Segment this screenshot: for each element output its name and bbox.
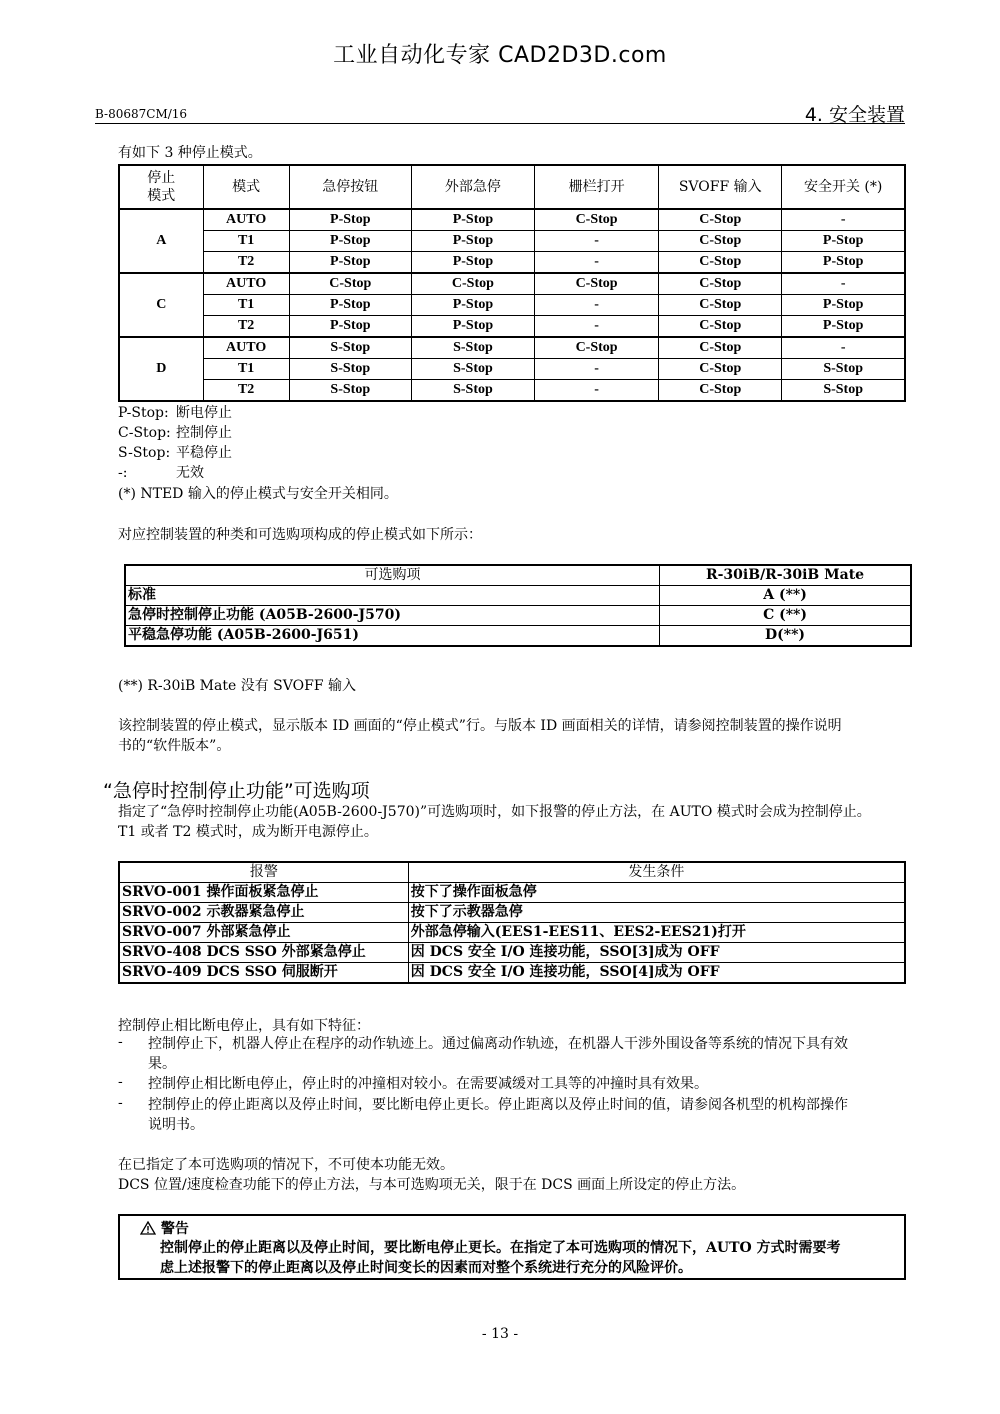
stop-table-header: [119, 165, 905, 209]
doc-code: B-80687CM/16: [95, 107, 188, 121]
option-name: 平稳急停功能 (A05B-2600-J651): [125, 626, 660, 647]
stop-table-row: [119, 316, 905, 338]
stop-table-cell: -: [535, 252, 659, 274]
stop-table-row: [119, 273, 905, 295]
stop-table-cell: P-Stop: [289, 209, 411, 231]
stop-header-cell: 安全开关 (*): [782, 165, 905, 209]
stop-table-cell: C-Stop: [535, 337, 659, 359]
stop-table-cell: T2: [203, 252, 289, 274]
warning-line-1: 控制停止的停止距离以及停止时间，要比断电停止更长。在指定了本可选购项的情况下，AUTO 方式时需要考: [160, 1240, 841, 1256]
alarm-header-alarm: 报警: [119, 862, 408, 883]
stop-table-cell: T1: [203, 231, 289, 252]
section-line-1: 指定了“急停时控制停止功能(A05B-2600-J570)”可选购项时，如下报警的停止方法，在 AUTO 模式时会成为控制停止。: [118, 804, 871, 820]
stop-table-cell: -: [782, 209, 905, 231]
stop-table-cell: S-Stop: [289, 337, 411, 359]
stop-table-cell: T1: [203, 359, 289, 380]
legend-row: [118, 443, 232, 463]
stop-table-cell: P-Stop: [289, 252, 411, 274]
feature-line: 说明书。: [148, 1117, 204, 1133]
option-stop-mode: C (**): [660, 606, 911, 626]
alarm-condition: 按下了操作面板急停: [408, 883, 905, 903]
note-line-1: 在已指定了本可选购项的情况下，不可使本功能无效。: [118, 1157, 454, 1173]
alarm-row: [119, 883, 905, 903]
version-line-2: 书的“软件版本”。: [118, 738, 231, 754]
bullet-dash: -: [118, 1095, 123, 1111]
stop-table-cell: C-Stop: [411, 273, 534, 295]
options-note: (**) R-30iB Mate 没有 SVOFF 输入: [118, 678, 356, 694]
warning-triangle-icon: [140, 1221, 156, 1235]
alarm-row: [119, 963, 905, 984]
version-paragraph: [118, 716, 908, 756]
options-row: [125, 586, 911, 606]
stop-mode-cell: D: [119, 337, 203, 401]
legend-row: [118, 423, 232, 443]
legend-value: 控制停止: [176, 425, 232, 441]
stop-table-cell: -: [535, 231, 659, 252]
alarm-row: [119, 923, 905, 943]
stop-table-cell: S-Stop: [411, 380, 534, 402]
stop-table-cell: P-Stop: [782, 252, 905, 274]
feature-text: [148, 1074, 908, 1094]
feature-line: 控制停止相比断电停止，停止时的冲撞相对较小。在需要减缓对工具等的冲撞时具有效果。: [148, 1076, 708, 1092]
stop-table-cell: P-Stop: [289, 295, 411, 316]
feature-text: [148, 1095, 908, 1135]
option-name: 急停时控制停止功能 (A05B-2600-J570): [125, 606, 660, 626]
stop-table-cell: C-Stop: [659, 380, 782, 402]
stop-table-cell: S-Stop: [289, 359, 411, 380]
alarm-header-condition: 发生条件: [408, 862, 905, 883]
stop-table-cell: -: [535, 316, 659, 338]
legend-value: 断电停止: [176, 405, 232, 421]
legend-key: C-Stop:: [118, 425, 171, 441]
features-intro: 控制停止相比断电停止，具有如下特征：: [118, 1018, 370, 1034]
alarm-name: SRVO-007 外部紧急停止: [119, 923, 408, 943]
options-table: [124, 564, 912, 647]
stop-table-cell: P-Stop: [289, 231, 411, 252]
stop-mode-cell: C: [119, 273, 203, 337]
stop-table-cell: S-Stop: [782, 380, 905, 402]
stop-table-cell: T2: [203, 380, 289, 402]
options-row: [125, 606, 911, 626]
stop-mode-table: [118, 164, 906, 402]
version-line-1: 该控制装置的停止模式，显示版本 ID 画面的“停止模式”行。与版本 ID 画面相关的详情，请参阅控制装置的操作说明: [118, 718, 842, 734]
stop-header-cell: SVOFF 输入: [659, 165, 782, 209]
stop-table-cell: -: [782, 337, 905, 359]
alarm-name: SRVO-409 DCS SSO 伺服断开: [119, 963, 408, 984]
stop-table-cell: P-Stop: [411, 295, 534, 316]
stop-table-cell: P-Stop: [289, 316, 411, 338]
note-paragraph: [118, 1155, 908, 1195]
stop-table-cell: C-Stop: [659, 359, 782, 380]
legend-key: P-Stop:: [118, 405, 169, 421]
stop-table-row: [119, 359, 905, 380]
alarm-name: SRVO-408 DCS SSO 外部紧急停止: [119, 943, 408, 963]
stop-table-cell: -: [535, 380, 659, 402]
stop-table-cell: AUTO: [203, 209, 289, 231]
alarm-condition: 因 DCS 安全 I/O 连接功能，SSO[4]成为 OFF: [408, 963, 905, 984]
warning-title: [140, 1218, 189, 1238]
alarm-condition: 按下了示教器急停: [408, 903, 905, 923]
alarm-name: SRVO-002 示教器紧急停止: [119, 903, 408, 923]
stop-table-cell: AUTO: [203, 273, 289, 295]
stop-table-cell: P-Stop: [411, 231, 534, 252]
feature-line: 控制停止的停止距离以及停止时间，要比断电停止更长。停止距离以及停止时间的值，请参阅各机型的机构部操作: [148, 1097, 848, 1113]
alarm-condition: 因 DCS 安全 I/O 连接功能，SSO[3]成为 OFF: [408, 943, 905, 963]
intro-text: 有如下 3 种停止模式。: [118, 145, 262, 161]
legend-key: -:: [118, 465, 128, 481]
stop-table-row: [119, 295, 905, 316]
warning-text: [160, 1238, 895, 1278]
stop-table-cell: S-Stop: [289, 380, 411, 402]
stop-table-cell: P-Stop: [782, 231, 905, 252]
section-paragraph: [118, 802, 913, 842]
stop-header-cell: 栅栏打开: [535, 165, 659, 209]
note-line-2: DCS 位置/速度检查功能下的停止方法，与本可选购项无关，限于在 DCS 画面上所设定的停止方法。: [118, 1177, 746, 1193]
legend-value: 无效: [176, 465, 204, 481]
header-rule: [95, 123, 905, 124]
options-header-controller: R-30iB/R-30iB Mate: [660, 565, 911, 586]
site-title: 工业自动化专家 CAD2D3D.com: [333, 43, 667, 68]
alarm-condition: 外部急停输入(EES1-EES11、EES2-EES21)打开: [408, 923, 905, 943]
stop-table-cell: C-Stop: [659, 231, 782, 252]
stop-table-cell: C-Stop: [535, 273, 659, 295]
stop-table-cell: T2: [203, 316, 289, 338]
stop-table-cell: C-Stop: [535, 209, 659, 231]
stop-table-cell: P-Stop: [411, 316, 534, 338]
stop-table-cell: C-Stop: [659, 252, 782, 274]
stop-table-row: [119, 337, 905, 359]
stop-table-cell: P-Stop: [782, 316, 905, 338]
options-row: [125, 626, 911, 647]
stop-table-cell: -: [782, 273, 905, 295]
section-title: “急停时控制停止功能”可选购项: [103, 780, 370, 802]
stop-table-row: [119, 209, 905, 231]
stop-table-cell: P-Stop: [411, 252, 534, 274]
stop-table-row: [119, 252, 905, 274]
stop-table-cell: C-Stop: [289, 273, 411, 295]
legend-key: S-Stop:: [118, 445, 171, 461]
options-intro: 对应控制装置的种类和可选购项构成的停止模式如下所示：: [118, 527, 482, 543]
bullet-dash: -: [118, 1074, 123, 1090]
alarm-row: [119, 943, 905, 963]
options-header-option: 可选购项: [125, 565, 660, 586]
stop-table-cell: S-Stop: [411, 359, 534, 380]
stop-table-row: [119, 231, 905, 252]
option-stop-mode: A (**): [660, 586, 911, 606]
option-name: 标准: [125, 586, 660, 606]
stop-header-cell: 外部急停: [411, 165, 534, 209]
warning-title-text: 警告: [160, 1221, 189, 1237]
stop-table-cell: C-Stop: [659, 316, 782, 338]
alarm-row: [119, 903, 905, 923]
stop-table-cell: T1: [203, 295, 289, 316]
legend-row: [118, 463, 204, 483]
stop-header-cell: 急停按钮: [289, 165, 411, 209]
feature-line: 控制停止下，机器人停止在程序的动作轨迹上。通过偏离动作轨迹，在机器人干涉外围设备等系统的情况下具有效: [148, 1036, 848, 1052]
warning-line-2: 虑上述报警下的停止距离以及停止时间变长的因素而对整个系统进行充分的风险评价。: [160, 1260, 692, 1276]
stop-table-cell: S-Stop: [782, 359, 905, 380]
feature-line: 果。: [148, 1056, 176, 1072]
stop-table-cell: -: [535, 359, 659, 380]
page-number: - 13 -: [481, 1326, 519, 1342]
stop-table-cell: C-Stop: [659, 295, 782, 316]
legend-value: 平稳停止: [176, 445, 232, 461]
stop-table-cell: P-Stop: [782, 295, 905, 316]
stop-table-cell: C-Stop: [659, 209, 782, 231]
stop-table-cell: AUTO: [203, 337, 289, 359]
stop-table-row: [119, 380, 905, 402]
legend-note: (*) NTED 输入的停止模式与安全开关相同。: [118, 486, 398, 502]
legend-row: [118, 403, 232, 423]
option-stop-mode: D(**): [660, 626, 911, 647]
stop-table-cell: C-Stop: [659, 273, 782, 295]
stop-table-cell: C-Stop: [659, 337, 782, 359]
stop-mode-cell: A: [119, 209, 203, 273]
bullet-dash: -: [118, 1034, 123, 1050]
stop-header-cell: 模式: [203, 165, 289, 209]
stop-header-cell: 停止 模式: [119, 165, 203, 209]
stop-table-cell: S-Stop: [411, 337, 534, 359]
stop-table-cell: P-Stop: [411, 209, 534, 231]
section-line-2: T1 或者 T2 模式时，成为断开电源停止。: [118, 824, 378, 840]
feature-text: [148, 1034, 908, 1074]
warning-box: [118, 1214, 906, 1280]
alarm-table: [118, 861, 906, 984]
alarm-name: SRVO-001 操作面板紧急停止: [119, 883, 408, 903]
chapter-title: 4. 安全装置: [804, 104, 905, 126]
stop-table-cell: -: [535, 295, 659, 316]
